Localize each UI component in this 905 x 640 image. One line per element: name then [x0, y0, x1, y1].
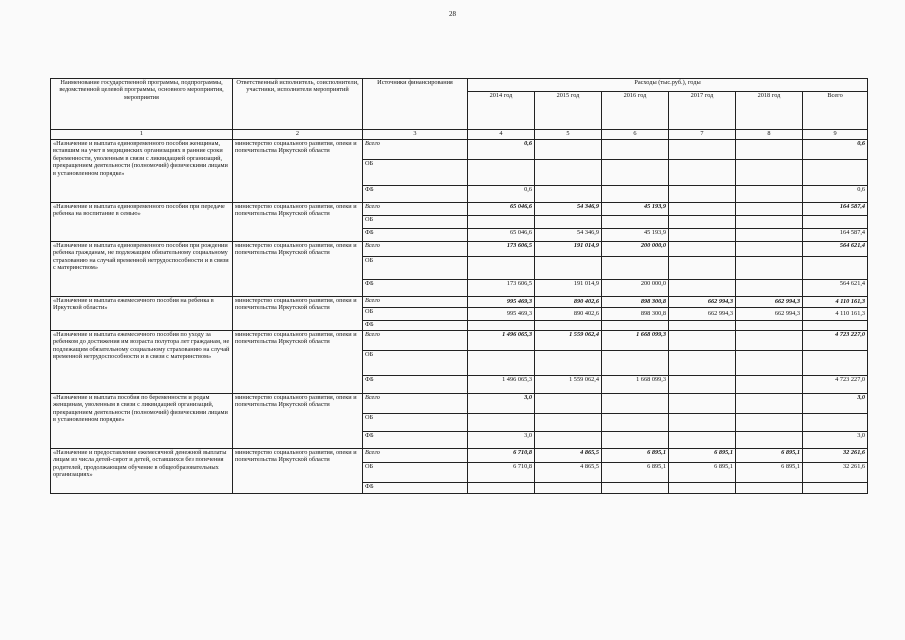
amount-cell: 45 193,9: [602, 229, 669, 242]
amount-cell: [669, 376, 736, 394]
amount-cell: 54 346,9: [535, 229, 602, 242]
amount-cell: [602, 186, 669, 203]
table-row: [51, 140, 868, 160]
table-row: [51, 242, 868, 257]
funding-source: ОБ: [363, 308, 468, 321]
amount-cell: 1 668 099,3: [602, 331, 669, 351]
amount-cell: 890 402,6: [535, 308, 602, 321]
measure-name: «Назначение и выплата единовременного пособия при передаче ребенка на воспитание в семью»: [51, 203, 233, 242]
header-year-2014: 2014 год: [468, 92, 535, 130]
page-number: 28: [449, 10, 456, 18]
amount-cell: 1 559 062,4: [535, 331, 602, 351]
amount-cell: [535, 483, 602, 494]
amount-cell: 200 000,0: [602, 242, 669, 257]
amount-cell: [803, 160, 868, 186]
amount-cell: 164 587,4: [803, 229, 868, 242]
table-row: [51, 331, 868, 351]
funding-source: ФБ: [363, 321, 468, 331]
amount-cell: [669, 140, 736, 160]
amount-cell: [736, 414, 803, 432]
funding-source: ФБ: [363, 376, 468, 394]
amount-cell: 173 606,5: [468, 242, 535, 257]
amount-cell: [535, 186, 602, 203]
header-executor: Ответственный исполнитель, соисполнители, участники, исполнители мероприятий: [233, 79, 363, 130]
executor: министерство социального развития, опеки и попечительства Иркутской области: [233, 449, 363, 494]
column-number: 7: [669, 130, 736, 140]
column-number: 8: [736, 130, 803, 140]
amount-cell: 173 606,5: [468, 280, 535, 297]
funding-source: ОБ: [363, 257, 468, 280]
measure-name: «Назначение и выплата ежемесячного пособия на ребенка в Иркутской области»: [51, 297, 233, 331]
amount-cell: 1 559 062,4: [535, 376, 602, 394]
column-number: 9: [803, 130, 868, 140]
measure-name: «Назначение и выплата единовременного пособия женщинам, вставшим на учет в медицинских организациях в ранние сроки беременности, уволенным в связи с ликвидацией организаций, прекращением деятельности (полномочий) физическими лицами в установленном порядке»: [51, 140, 233, 203]
amount-cell: 662 994,3: [669, 297, 736, 308]
amount-cell: [669, 414, 736, 432]
funding-source: ОБ: [363, 160, 468, 186]
amount-cell: 995 469,3: [468, 297, 535, 308]
amount-cell: 0,6: [803, 140, 868, 160]
column-number: 6: [602, 130, 669, 140]
amount-cell: 32 261,6: [803, 463, 868, 483]
executor: министерство социального развития, опеки и попечительства Иркутской области: [233, 242, 363, 297]
amount-cell: [468, 483, 535, 494]
amount-cell: [669, 432, 736, 449]
column-number-row: [51, 130, 868, 140]
amount-cell: 564 621,4: [803, 242, 868, 257]
measure-name: «Назначение и выплата пособия по беременности и родам женщинам, уволенным в связи с ликвидацией организаций, прекращением деятельности (полномочий) физическими лицами в установленном порядке»: [51, 394, 233, 449]
amount-cell: 0,6: [468, 140, 535, 160]
amount-cell: [468, 160, 535, 186]
amount-cell: [602, 414, 669, 432]
amount-cell: [468, 216, 535, 229]
executor: министерство социального развития, опеки и попечительства Иркутской области: [233, 297, 363, 331]
amount-cell: [468, 351, 535, 376]
funding-source: Всего: [363, 297, 468, 308]
amount-cell: [736, 321, 803, 331]
amount-cell: [803, 216, 868, 229]
amount-cell: [803, 351, 868, 376]
amount-cell: 4 723 227,0: [803, 376, 868, 394]
measure-name: «Назначение и выплата ежемесячного пособия по уходу за ребенком до достижения им возраста полутора лет гражданам, не подлежащим обязательному социальному страхованию на случай временной нетрудоспособности и в связи с материнством»: [51, 331, 233, 394]
amount-cell: [602, 140, 669, 160]
amount-cell: 6 895,1: [669, 463, 736, 483]
amount-cell: [602, 160, 669, 186]
header-name: Наименование государственной программы, подпрограммы, ведомственной целевой программы, основного мероприятия, мероприятия: [51, 79, 233, 130]
column-number: 5: [535, 130, 602, 140]
executor: министерство социального развития, опеки и попечительства Иркутской области: [233, 394, 363, 449]
funding-source: Всего: [363, 242, 468, 257]
amount-cell: 0,6: [803, 186, 868, 203]
amount-cell: [736, 483, 803, 494]
header-expenses: Расходы (тыс.руб.), годы: [468, 79, 868, 92]
amount-cell: [535, 351, 602, 376]
amount-cell: [535, 394, 602, 414]
amount-cell: 898 300,8: [602, 308, 669, 321]
amount-cell: [803, 414, 868, 432]
amount-cell: 191 014,9: [535, 280, 602, 297]
funding-source: ОБ: [363, 216, 468, 229]
amount-cell: 564 621,4: [803, 280, 868, 297]
column-number: 4: [468, 130, 535, 140]
amount-cell: [669, 229, 736, 242]
amount-cell: 995 469,3: [468, 308, 535, 321]
funding-source: Всего: [363, 394, 468, 414]
executor: министерство социального развития, опеки и попечительства Иркутской области: [233, 331, 363, 394]
amount-cell: [602, 257, 669, 280]
header-year-2015: 2015 год: [535, 92, 602, 130]
amount-cell: [669, 351, 736, 376]
amount-cell: [669, 394, 736, 414]
header-year-2018: 2018 год: [736, 92, 803, 130]
funding-source: Всего: [363, 449, 468, 463]
amount-cell: [803, 321, 868, 331]
amount-cell: 3,0: [468, 394, 535, 414]
amount-cell: [736, 229, 803, 242]
amount-cell: 0,6: [468, 186, 535, 203]
amount-cell: 662 994,3: [736, 297, 803, 308]
amount-cell: [669, 186, 736, 203]
amount-cell: [669, 483, 736, 494]
measure-name: «Назначение и выплата единовременного пособия при рождении ребенка гражданам, не подлежащим обязательному социальному страхованию на случай временной нетрудоспособности и в связи с материнством»: [51, 242, 233, 297]
budget-table: [50, 78, 868, 494]
amount-cell: [669, 203, 736, 216]
amount-cell: [602, 216, 669, 229]
header-total: Всего: [803, 92, 868, 130]
header-source: Источники финансирования: [363, 79, 468, 130]
funding-source: ОБ: [363, 414, 468, 432]
amount-cell: [736, 394, 803, 414]
amount-cell: 6 895,1: [602, 449, 669, 463]
amount-cell: [736, 257, 803, 280]
amount-cell: 4 865,5: [535, 449, 602, 463]
executor: министерство социального развития, опеки и попечительства Иркутской области: [233, 203, 363, 242]
amount-cell: [535, 216, 602, 229]
amount-cell: 898 300,8: [602, 297, 669, 308]
funding-source: Всего: [363, 140, 468, 160]
amount-cell: 65 046,6: [468, 229, 535, 242]
funding-source: Всего: [363, 203, 468, 216]
amount-cell: 32 261,6: [803, 449, 868, 463]
amount-cell: 4 110 161,3: [803, 308, 868, 321]
header-year-2016: 2016 год: [602, 92, 669, 130]
amount-cell: [736, 280, 803, 297]
amount-cell: [736, 160, 803, 186]
amount-cell: 1 668 099,3: [602, 376, 669, 394]
table-row: [51, 394, 868, 414]
column-number: 3: [363, 130, 468, 140]
amount-cell: [669, 321, 736, 331]
amount-cell: 662 994,3: [736, 308, 803, 321]
amount-cell: [602, 351, 669, 376]
header-year-2017: 2017 год: [669, 92, 736, 130]
amount-cell: 200 000,0: [602, 280, 669, 297]
amount-cell: 3,0: [468, 432, 535, 449]
amount-cell: [535, 257, 602, 280]
amount-cell: 1 496 065,3: [468, 331, 535, 351]
amount-cell: [535, 321, 602, 331]
amount-cell: [468, 321, 535, 331]
amount-cell: 4 865,5: [535, 463, 602, 483]
amount-cell: 164 587,4: [803, 203, 868, 216]
amount-cell: 6 895,1: [736, 463, 803, 483]
amount-cell: [736, 376, 803, 394]
amount-cell: [736, 186, 803, 203]
funding-source: ФБ: [363, 229, 468, 242]
funding-source: ФБ: [363, 483, 468, 494]
amount-cell: 45 193,9: [602, 203, 669, 216]
amount-cell: [602, 394, 669, 414]
amount-cell: [669, 331, 736, 351]
amount-cell: [535, 140, 602, 160]
table-row: [51, 203, 868, 216]
funding-source: ОБ: [363, 351, 468, 376]
amount-cell: 6 710,8: [468, 463, 535, 483]
amount-cell: [669, 257, 736, 280]
amount-cell: 662 994,3: [669, 308, 736, 321]
amount-cell: 6 895,1: [602, 463, 669, 483]
amount-cell: [535, 432, 602, 449]
amount-cell: [669, 160, 736, 186]
amount-cell: [803, 257, 868, 280]
amount-cell: [669, 280, 736, 297]
amount-cell: [602, 321, 669, 331]
amount-cell: [602, 432, 669, 449]
amount-cell: 54 346,9: [535, 203, 602, 216]
amount-cell: 4 110 161,3: [803, 297, 868, 308]
funding-source: ФБ: [363, 280, 468, 297]
amount-cell: [468, 257, 535, 280]
table-row: [51, 449, 868, 463]
amount-cell: 890 402,6: [535, 297, 602, 308]
funding-source: Всего: [363, 331, 468, 351]
amount-cell: 65 046,6: [468, 203, 535, 216]
amount-cell: 191 014,9: [535, 242, 602, 257]
amount-cell: [736, 351, 803, 376]
amount-cell: [736, 432, 803, 449]
amount-cell: [736, 242, 803, 257]
funding-source: ОБ: [363, 463, 468, 483]
amount-cell: [736, 203, 803, 216]
amount-cell: 6 895,1: [736, 449, 803, 463]
amount-cell: 1 496 065,3: [468, 376, 535, 394]
column-number: 1: [51, 130, 233, 140]
funding-source: ФБ: [363, 186, 468, 203]
amount-cell: [669, 242, 736, 257]
amount-cell: [468, 414, 535, 432]
amount-cell: 3,0: [803, 432, 868, 449]
amount-cell: 6 895,1: [669, 449, 736, 463]
amount-cell: [803, 483, 868, 494]
amount-cell: 4 723 227,0: [803, 331, 868, 351]
table-row: [51, 297, 868, 308]
column-number: 2: [233, 130, 363, 140]
amount-cell: 6 710,8: [468, 449, 535, 463]
amount-cell: [669, 216, 736, 229]
measure-name: «Назначение и предоставление ежемесячной денежной выплаты лицам из числа детей-сирот и детей, оставшихся без попечения родителей, продолжающим обучение в общеобразовательных организациях»: [51, 449, 233, 494]
amount-cell: [736, 140, 803, 160]
amount-cell: [535, 160, 602, 186]
amount-cell: [736, 331, 803, 351]
executor: министерство социального развития, опеки и попечительства Иркутской области: [233, 140, 363, 203]
amount-cell: [602, 483, 669, 494]
funding-source: ФБ: [363, 432, 468, 449]
amount-cell: [736, 216, 803, 229]
amount-cell: [535, 414, 602, 432]
amount-cell: 3,0: [803, 394, 868, 414]
